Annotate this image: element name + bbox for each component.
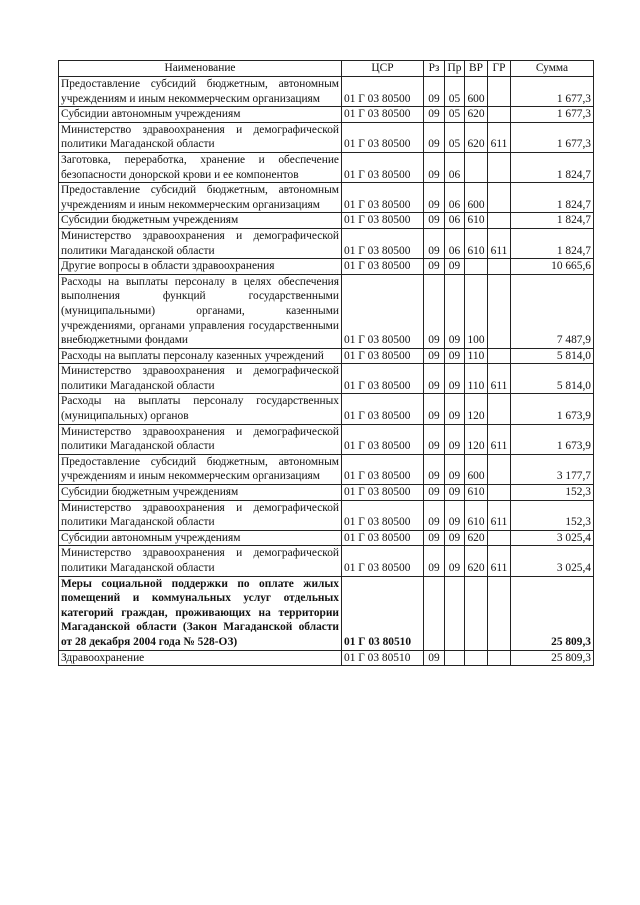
- header-rz: Рз: [424, 61, 445, 77]
- table-row: [59, 77, 594, 107]
- cell-pr: 06: [445, 228, 465, 258]
- cell-vr: 620: [465, 530, 488, 546]
- cell-gr: [488, 485, 511, 501]
- cell-gr: [488, 454, 511, 484]
- table-row: [59, 183, 594, 213]
- cell-rz: [424, 576, 445, 650]
- cell-name: Субсидии автономным учреждениям: [59, 530, 342, 546]
- table-header: [59, 61, 594, 77]
- table-row: [59, 530, 594, 546]
- cell-name: Министерство здравоохранения и демографической политики Магаданской области: [59, 546, 342, 576]
- cell-csr: 01 Г 03 80510: [342, 650, 424, 666]
- cell-pr: 09: [445, 364, 465, 394]
- cell-csr: 01 Г 03 80500: [342, 394, 424, 424]
- cell-vr: 610: [465, 500, 488, 530]
- cell-pr: 09: [445, 348, 465, 364]
- cell-rz: 09: [424, 650, 445, 666]
- cell-pr: 09: [445, 424, 465, 454]
- cell-name: Предоставление субсидий бюджетным, автономным учреждениям и иным некоммерческим организациям: [59, 77, 342, 107]
- cell-pr: 06: [445, 213, 465, 229]
- table-row: [59, 546, 594, 576]
- header-sum: Сумма: [511, 61, 594, 77]
- cell-name: Другие вопросы в области здравоохранения: [59, 259, 342, 275]
- cell-name: Министерство здравоохранения и демографической политики Магаданской области: [59, 122, 342, 152]
- cell-sum: 152,3: [511, 500, 594, 530]
- cell-sum: 1 824,7: [511, 183, 594, 213]
- cell-rz: 09: [424, 77, 445, 107]
- cell-csr: 01 Г 03 80500: [342, 546, 424, 576]
- cell-gr: [488, 650, 511, 666]
- cell-sum: 5 814,0: [511, 364, 594, 394]
- cell-gr: 611: [488, 546, 511, 576]
- cell-name: Субсидии автономным учреждениям: [59, 107, 342, 123]
- cell-rz: 09: [424, 530, 445, 546]
- cell-pr: 05: [445, 77, 465, 107]
- cell-csr: 01 Г 03 80500: [342, 107, 424, 123]
- cell-csr: 01 Г 03 80500: [342, 500, 424, 530]
- cell-csr: 01 Г 03 80500: [342, 228, 424, 258]
- cell-vr: [465, 259, 488, 275]
- cell-rz: 09: [424, 259, 445, 275]
- cell-name: Здравоохранение: [59, 650, 342, 666]
- cell-rz: 09: [424, 485, 445, 501]
- cell-rz: 09: [424, 500, 445, 530]
- cell-sum: 7 487,9: [511, 274, 594, 348]
- cell-pr: [445, 650, 465, 666]
- table-row: [59, 228, 594, 258]
- cell-name: Расходы на выплаты персоналу государственных (муниципальных) органов: [59, 394, 342, 424]
- budget-document-page: [58, 60, 593, 666]
- cell-pr: 09: [445, 274, 465, 348]
- cell-sum: 1 677,3: [511, 122, 594, 152]
- table-row: [59, 454, 594, 484]
- cell-vr: [465, 576, 488, 650]
- cell-vr: 110: [465, 348, 488, 364]
- table-body: [59, 77, 594, 666]
- cell-vr: 100: [465, 274, 488, 348]
- header-gr: ГР: [488, 61, 511, 77]
- cell-gr: 611: [488, 500, 511, 530]
- cell-name: Министерство здравоохранения и демографической политики Магаданской области: [59, 500, 342, 530]
- cell-gr: 611: [488, 424, 511, 454]
- cell-csr: 01 Г 03 80500: [342, 530, 424, 546]
- cell-sum: 1 824,7: [511, 152, 594, 182]
- cell-gr: 611: [488, 228, 511, 258]
- cell-name: Предоставление субсидий бюджетным, автономным учреждениям и иным некоммерческим организациям: [59, 183, 342, 213]
- cell-sum: 25 809,3: [511, 650, 594, 666]
- cell-gr: [488, 576, 511, 650]
- cell-pr: [445, 576, 465, 650]
- cell-name: Меры социальной поддержки по оплате жилых помещений и коммунальных услуг отдельных категорий граждан, проживающих на территории Магаданской области (Закон Магаданской области от 28 декабря 2004 года № 528-ОЗ): [59, 576, 342, 650]
- cell-sum: 10 665,6: [511, 259, 594, 275]
- cell-sum: 3 177,7: [511, 454, 594, 484]
- cell-sum: 3 025,4: [511, 546, 594, 576]
- cell-name: Министерство здравоохранения и демографической политики Магаданской области: [59, 228, 342, 258]
- cell-csr: 01 Г 03 80500: [342, 274, 424, 348]
- cell-vr: 620: [465, 122, 488, 152]
- cell-csr: 01 Г 03 80510: [342, 576, 424, 650]
- cell-gr: [488, 348, 511, 364]
- cell-gr: [488, 394, 511, 424]
- cell-gr: [488, 183, 511, 213]
- table-row: [59, 274, 594, 348]
- cell-pr: 05: [445, 107, 465, 123]
- header-csr: ЦСР: [342, 61, 424, 77]
- cell-rz: 09: [424, 107, 445, 123]
- cell-vr: 120: [465, 394, 488, 424]
- cell-csr: 01 Г 03 80500: [342, 424, 424, 454]
- budget-table: [58, 60, 594, 666]
- cell-vr: [465, 152, 488, 182]
- table-row: [59, 213, 594, 229]
- cell-pr: 09: [445, 259, 465, 275]
- cell-pr: 06: [445, 152, 465, 182]
- table-row: [59, 424, 594, 454]
- cell-gr: [488, 77, 511, 107]
- cell-vr: 610: [465, 213, 488, 229]
- cell-vr: 600: [465, 183, 488, 213]
- cell-rz: 09: [424, 364, 445, 394]
- cell-gr: [488, 530, 511, 546]
- cell-rz: 09: [424, 274, 445, 348]
- cell-rz: 09: [424, 122, 445, 152]
- cell-pr: 09: [445, 530, 465, 546]
- table-row: [59, 122, 594, 152]
- header-name: Наименование: [59, 61, 342, 77]
- cell-vr: 600: [465, 77, 488, 107]
- cell-csr: 01 Г 03 80500: [342, 152, 424, 182]
- cell-vr: 120: [465, 424, 488, 454]
- header-row: [59, 61, 594, 77]
- cell-vr: 620: [465, 107, 488, 123]
- table-row: [59, 259, 594, 275]
- header-vr: ВР: [465, 61, 488, 77]
- cell-rz: 09: [424, 228, 445, 258]
- table-row: [59, 152, 594, 182]
- cell-name: Министерство здравоохранения и демографической политики Магаданской области: [59, 424, 342, 454]
- cell-csr: 01 Г 03 80500: [342, 348, 424, 364]
- cell-pr: 05: [445, 122, 465, 152]
- cell-sum: 25 809,3: [511, 576, 594, 650]
- cell-sum: 1 673,9: [511, 394, 594, 424]
- cell-pr: 09: [445, 394, 465, 424]
- cell-csr: 01 Г 03 80500: [342, 122, 424, 152]
- cell-rz: 09: [424, 348, 445, 364]
- cell-rz: 09: [424, 546, 445, 576]
- table-row: [59, 485, 594, 501]
- cell-vr: 610: [465, 485, 488, 501]
- cell-rz: 09: [424, 394, 445, 424]
- cell-gr: 611: [488, 364, 511, 394]
- cell-pr: 06: [445, 183, 465, 213]
- cell-csr: 01 Г 03 80500: [342, 485, 424, 501]
- cell-gr: [488, 152, 511, 182]
- cell-vr: 600: [465, 454, 488, 484]
- cell-sum: 1 677,3: [511, 107, 594, 123]
- cell-rz: 09: [424, 183, 445, 213]
- cell-gr: [488, 274, 511, 348]
- cell-name: Субсидии бюджетным учреждениям: [59, 485, 342, 501]
- cell-gr: [488, 213, 511, 229]
- cell-gr: 611: [488, 122, 511, 152]
- cell-csr: 01 Г 03 80500: [342, 259, 424, 275]
- cell-vr: 620: [465, 546, 488, 576]
- table-row: [59, 364, 594, 394]
- cell-sum: 1 673,9: [511, 424, 594, 454]
- cell-name: Расходы на выплаты персоналу в целях обеспечения выполнения функций государственными (муниципальными) органами, казенными учреждениями, органами управления государственными внебюджетными фондами: [59, 274, 342, 348]
- cell-name: Заготовка, переработка, хранение и обеспечение безопасности донорской крови и ее компонентов: [59, 152, 342, 182]
- cell-pr: 09: [445, 454, 465, 484]
- table-row: [59, 348, 594, 364]
- cell-sum: 1 677,3: [511, 77, 594, 107]
- cell-pr: 09: [445, 500, 465, 530]
- cell-csr: 01 Г 03 80500: [342, 364, 424, 394]
- cell-rz: 09: [424, 424, 445, 454]
- cell-rz: 09: [424, 454, 445, 484]
- cell-name: Субсидии бюджетным учреждениям: [59, 213, 342, 229]
- cell-sum: 5 814,0: [511, 348, 594, 364]
- table-row: [59, 394, 594, 424]
- cell-sum: 1 824,7: [511, 228, 594, 258]
- table-row: [59, 107, 594, 123]
- cell-name: Расходы на выплаты персоналу казенных учреждений: [59, 348, 342, 364]
- cell-rz: 09: [424, 213, 445, 229]
- cell-sum: 152,3: [511, 485, 594, 501]
- cell-vr: [465, 650, 488, 666]
- cell-gr: [488, 259, 511, 275]
- cell-pr: 09: [445, 546, 465, 576]
- cell-sum: 3 025,4: [511, 530, 594, 546]
- cell-csr: 01 Г 03 80500: [342, 213, 424, 229]
- table-row: [59, 500, 594, 530]
- cell-pr: 09: [445, 485, 465, 501]
- cell-sum: 1 824,7: [511, 213, 594, 229]
- cell-name: Предоставление субсидий бюджетным, автономным учреждениям и иным некоммерческим организациям: [59, 454, 342, 484]
- cell-name: Министерство здравоохранения и демографической политики Магаданской области: [59, 364, 342, 394]
- header-pr: Пр: [445, 61, 465, 77]
- cell-csr: 01 Г 03 80500: [342, 454, 424, 484]
- cell-rz: 09: [424, 152, 445, 182]
- cell-gr: [488, 107, 511, 123]
- cell-vr: 110: [465, 364, 488, 394]
- table-row: [59, 576, 594, 650]
- cell-vr: 610: [465, 228, 488, 258]
- table-row: [59, 650, 594, 666]
- cell-csr: 01 Г 03 80500: [342, 183, 424, 213]
- cell-csr: 01 Г 03 80500: [342, 77, 424, 107]
